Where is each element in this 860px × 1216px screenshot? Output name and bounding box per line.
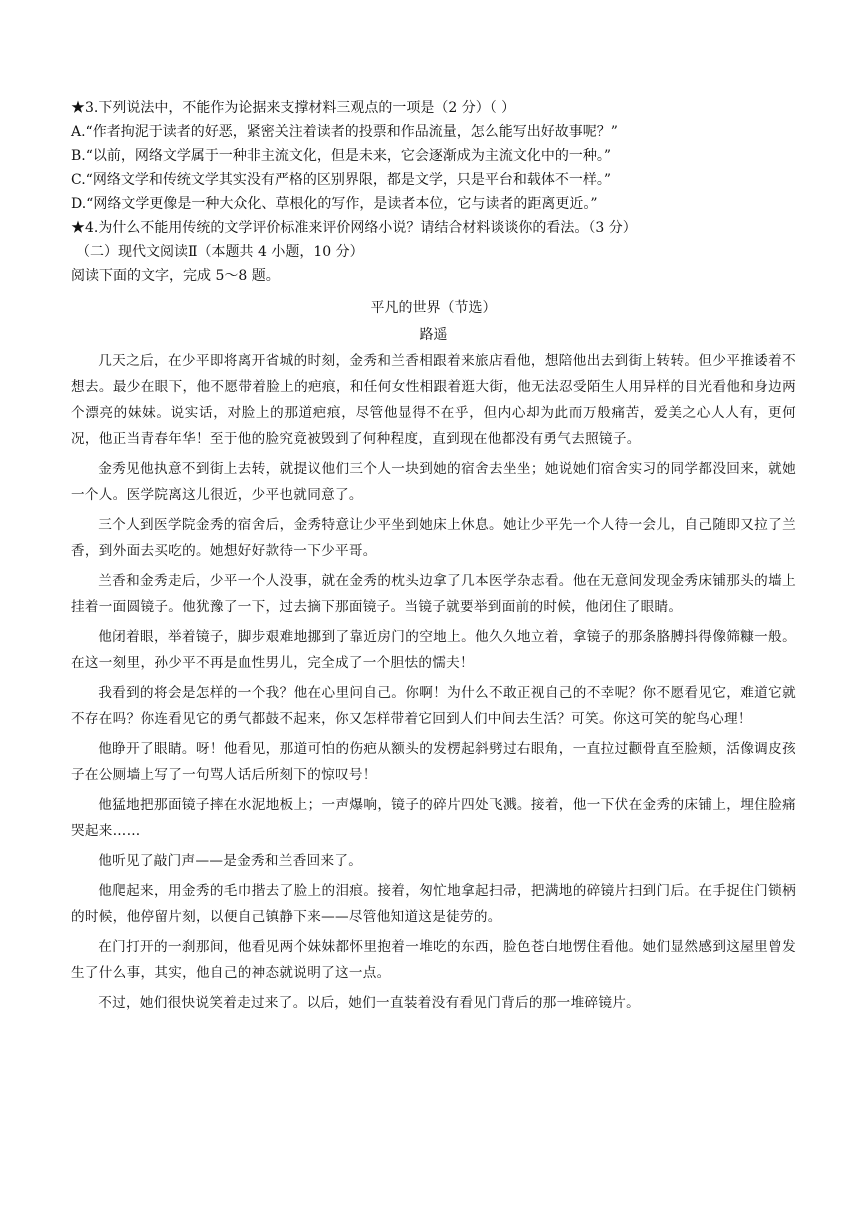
question-3-option-a: A.“作者拘泥于读者的好恶，紧密关注着读者的投票和作品流量，怎么能写出好故事呢？”: [71, 124, 618, 140]
passage-paragraph: 金秀见他执意不到街上去转，就提议他们三个人一块到她的宿舍去坐坐；她说她们宿舍实习的同学都没回来，就她一个人。医学院离这儿很近，少平也就同意了。: [71, 461, 796, 503]
passage-author: 路遥: [419, 327, 448, 343]
question-4: ★4.为什么不能用传统的文学评价标准来评价网络小说？请结合材料谈谈你的看法。（3 分）: [71, 220, 637, 236]
passage-paragraph: 兰香和金秀走后，少平一个人没事，就在金秀的枕头边拿了几本医学杂志看。他在无意间发现金秀床铺那头的墙上挂着一面圆镜子。他犹豫了一下，过去摘下那面镜子。当镜子就要举到面前的时候，他闭住了眼睛。: [71, 573, 796, 615]
question-3-option-b: B.“以前，网络文学属于一种非主流文化，但是未来，它会逐渐成为主流文化中的一种。”: [71, 148, 612, 164]
passage-paragraph: 在门打开的一刹那间，他看见两个妹妹都怀里抱着一堆吃的东西，脸色苍白地愣住看他。她们显然感到这屋里曾发生了什么事，其实，他自己的神态就说明了这一点。: [71, 939, 796, 981]
question-3-option-d: D.“网络文学更像是一种大众化、草根化的写作，是读者本位，它与读者的距离更近。”: [71, 196, 598, 212]
passage-paragraph: 他猛地把那面镜子摔在水泥地板上；一声爆响，镜子的碎片四处飞溅。接着，他一下伏在金秀的床铺上，埋住脸痛哭起来……: [71, 797, 796, 839]
passage-paragraph: 他听见了敲门声——是金秀和兰香回来了。: [98, 853, 363, 869]
section-instruction: 阅读下面的文字，完成 5～8 题。: [71, 268, 280, 284]
passage-paragraph: 他睁开了眼睛。呀！他看见，那道可怕的伤疤从额头的发楞起斜劈过右眼角，一直拉过颧骨直至脸颊，活像调皮孩子在公厕墙上写了一句骂人话后所刻下的惊叹号！: [71, 741, 796, 783]
question-3-stem: ★3.下列说法中，不能作为论据来支撑材料三观点的一项是（2 分）（ ）: [71, 100, 516, 116]
passage-paragraph: 他爬起来，用金秀的毛巾揩去了脸上的泪痕。接着，匆忙地拿起扫帚，把满地的碎镜片扫到门后。在手捉住门锁柄的时候，他停留片刻，以便自己镇静下来——尽管他知道这是徒劳的。: [71, 883, 796, 925]
passage-paragraph: 我看到的将会是怎样的一个我？他在心里问自己。你啊！为什么不敢正视自己的不幸呢？你不愿看见它，难道它就不存在吗？你连看见它的勇气都鼓不起来，你又怎样带着它回到人们中间去生活？可笑。你这可笑的鸵鸟心理！: [71, 685, 796, 727]
passage-paragraph: 三个人到医学院金秀的宿舍后，金秀特意让少平坐到她床上休息。她让少平先一个人待一会儿，自己随即又拉了兰香，到外面去买吃的。她想好好款待一下少平哥。: [71, 517, 796, 559]
passage-paragraph: 他闭着眼，举着镜子，脚步艰难地挪到了靠近房门的空地上。他久久地立着，拿镜子的那条胳膊抖得像筛糠一般。在这一刻里，孙少平不再是血性男儿，完全成了一个胆怯的懦夫！: [71, 629, 796, 671]
passage-paragraph: 不过，她们很快说笑着走过来了。以后，她们一直装着没有看见门背后的那一堆碎镜片。: [98, 995, 641, 1011]
section-heading: （二）现代文阅读Ⅱ（本题共 4 小题，10 分）: [76, 244, 364, 260]
passage-title: 平凡的世界（节选）: [370, 300, 497, 316]
question-3-option-c: C.“网络文学和传统文学其实没有严格的区别界限，都是文学，只是平台和载体不一样。”: [71, 172, 611, 188]
passage-paragraph: 几天之后，在少平即将离开省城的时刻，金秀和兰香相跟着来旅店看他，想陪他出去到街上转转。但少平推诿着不想去。最少在眼下，他不愿带着脸上的疤痕，和任何女性相跟着逛大街，他无法忍受陌生人用异样的目光看他和身边两个漂亮的妹妹。说实话，对脸上的那道疤痕，尽管他显得不在乎，但内心却为此而万般痛苦，爱美之心人人有，更何况，他正当青春年华！至于他的脸究竟被毁到了何种程度，直到现在他都没有勇气去照镜子。: [71, 353, 796, 447]
exam-page: [71, 96, 796, 1020]
